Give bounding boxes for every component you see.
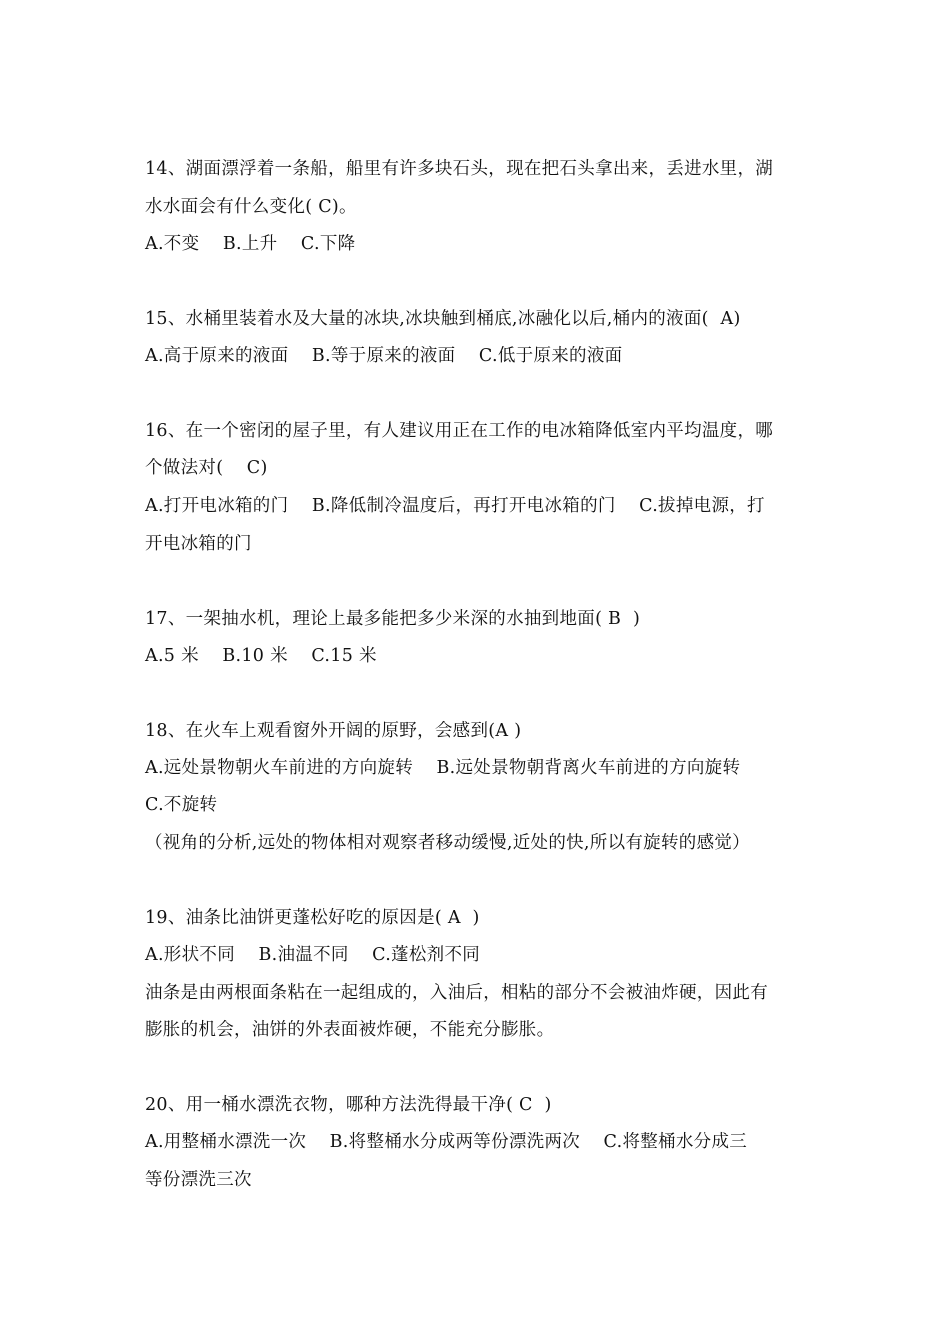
question-19-explanation: 油条是由两根面条粘在一起组成的，入油后，相粘的部分不会被油炸硬，因此有 xyxy=(145,983,768,1003)
question-18-options-cont: C.不旋转 xyxy=(145,795,218,815)
question-17-options: A.5 米 B.10 米 C.15 米 xyxy=(145,646,377,666)
question-16-options: A.打开电冰箱的门 B.降低制冷温度后，再打开电冰箱的门 C.拔掉电源，打 xyxy=(145,496,765,516)
question-17-text: 17、一架抽水机，理论上最多能把多少米深的水抽到地面( B ) xyxy=(145,609,641,629)
question-20-options-cont: 等份漂洗三次 xyxy=(145,1170,252,1190)
question-15-text: 15、水桶里装着水及大量的冰块,冰块触到桶底,冰融化以后,桶内的液面( A) xyxy=(145,309,741,329)
question-16-options-cont: 开电冰箱的门 xyxy=(145,534,252,554)
question-16-text: 16、在一个密闭的屋子里，有人建议用正在工作的电冰箱降低室内平均温度，哪 xyxy=(145,421,774,441)
question-20-options: A.用整桶水漂洗一次 B.将整桶水分成两等份漂洗两次 C.将整桶水分成三 xyxy=(145,1132,748,1152)
question-14-text-cont: 水水面会有什么变化( C)。 xyxy=(145,197,357,217)
question-18-text: 18、在火车上观看窗外开阔的原野，会感到(A ) xyxy=(145,721,522,741)
question-14-text: 14、湖面漂浮着一条船，船里有许多块石头，现在把石头拿出来，丢进水里，湖 xyxy=(145,159,774,179)
question-16-text-cont: 个做法对( C) xyxy=(145,458,268,478)
question-19-text: 19、油条比油饼更蓬松好吃的原因是( A ) xyxy=(145,908,480,928)
question-15-options: A.高于原来的液面 B.等于原来的液面 C.低于原来的液面 xyxy=(145,346,623,366)
question-14-options: A.不变 B.上升 C.下降 xyxy=(145,234,356,254)
question-19-explanation-cont: 膨胀的机会，油饼的外表面被炸硬，不能充分膨胀。 xyxy=(145,1020,555,1040)
question-18-options: A.远处景物朝火车前进的方向旋转 B.远处景物朝背离火车前进的方向旋转 xyxy=(145,758,741,778)
question-18-explanation: （视角的分析,远处的物体相对观察者移动缓慢,近处的快,所以有旋转的感觉） xyxy=(145,833,750,853)
question-20-text: 20、用一桶水漂洗衣物，哪种方法洗得最干净( C ) xyxy=(145,1095,552,1115)
question-19-options: A.形状不同 B.油温不同 C.蓬松剂不同 xyxy=(145,945,481,965)
